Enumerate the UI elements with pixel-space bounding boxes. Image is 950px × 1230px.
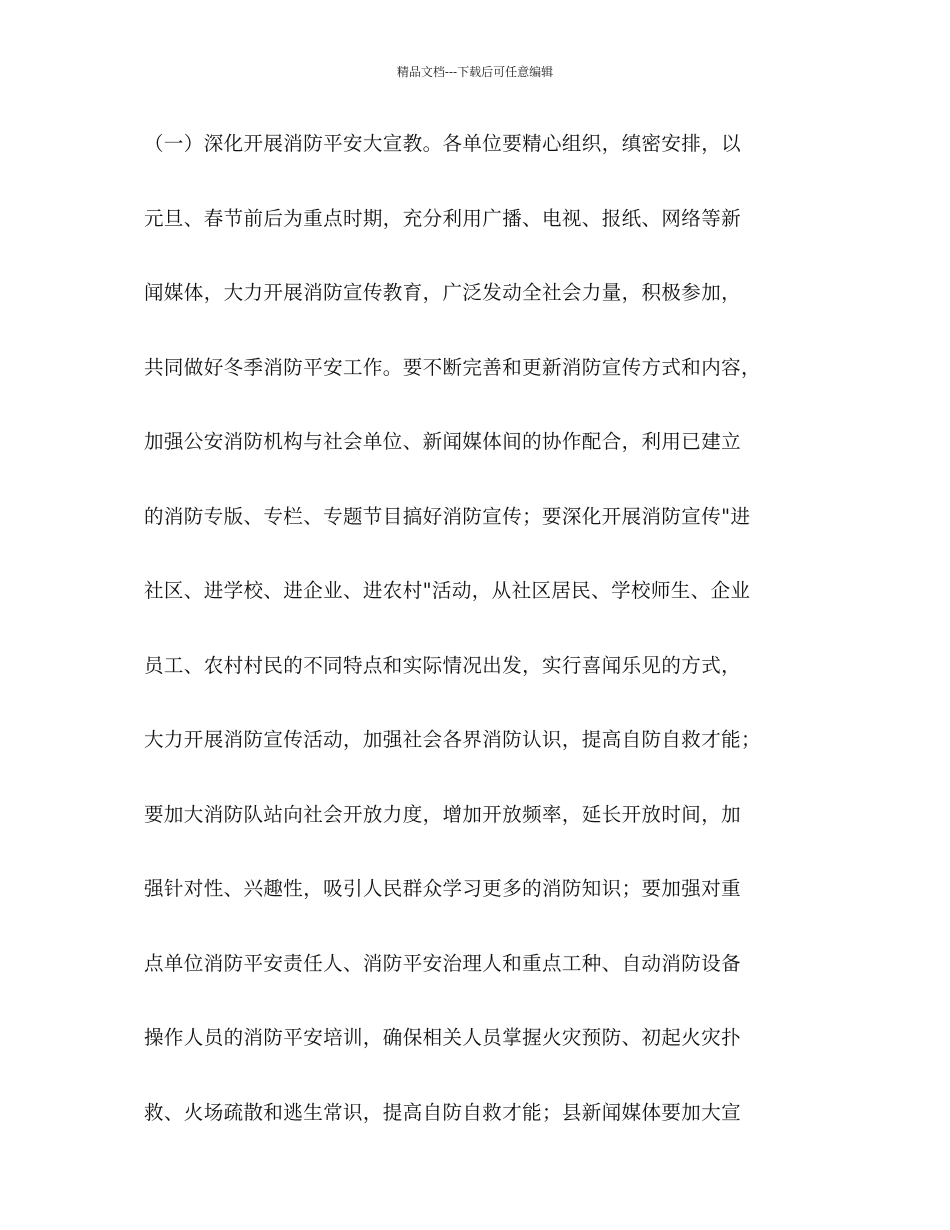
text-line: 的消防专版、专栏、专题节目搞好消防宣传；要深化开展消防宣传"进 [144,504,751,528]
text-line: 元旦、春节前后为重点时期，充分利用广播、电视、报纸、网络等新 [144,206,742,230]
text-line: 操作人员的消防平安培训，确保相关人员掌握火灾预防、初起火灾扑 [144,1026,742,1049]
text-line: 社区、进学校、进企业、进农村"活动，从社区居民、学校师生、企业 [144,579,751,602]
text-line: 强针对性、兴趣性，吸引人民群众学习更多的消防知识；要加强对重 [144,877,742,900]
page-header: 精品文档---下载后可任意编辑 [396,65,554,79]
text-line: 要加大消防队站向社会开放力度，增加开放频率，延长开放时间，加 [144,802,742,826]
text-line: 加强公安消防机构与社会单位、新闻媒体间的协作配合，利用已建立 [144,430,742,453]
text-line: 点单位消防平安责任人、消防平安治理人和重点工种、自动消防设备 [144,951,742,975]
text-line: 闻媒体，大力开展消防宣传教育，广泛发动全社会力量，积极参加， [144,281,742,304]
text-line: 救、火场疏散和逃生常识，提高自防自救才能；县新闻媒体要加大宣 [144,1100,742,1124]
text-line: 大力开展消防宣传活动，加强社会各界消防认识，提高自防自救才能； [144,728,761,751]
text-line: 员工、农村村民的不同特点和实际情况出发，实行喜闻乐见的方式， [144,653,742,677]
text-line: 共同做好冬季消防平安工作。要不断完善和更新消防宣传方式和内容， [144,355,761,379]
text-line: （一）深化开展消防平安大宣教。各单位要精心组织，缜密安排，以 [144,132,742,155]
body-paragraph [144,124,834,1167]
